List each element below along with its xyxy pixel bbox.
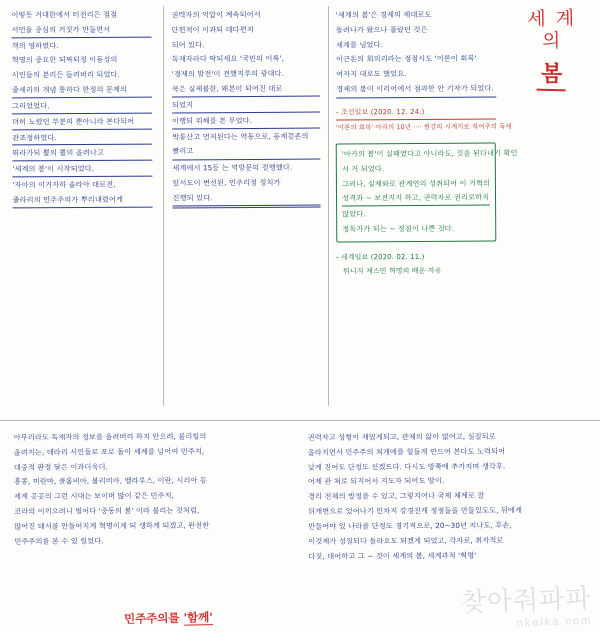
note-line: 뛰라가되 뿔의 뿔의 올려나고 — [12, 146, 152, 162]
note-line: 이근돈의 회의리라는 정점시도 '이론이 회복' — [336, 54, 477, 64]
note-line: 다짓, 대어하고 그 ~ 것이 세계의 봄, 세계과적 '혁명' — [308, 550, 477, 561]
note-bottom-column-2 — [308, 429, 589, 564]
note-line: 이렇듯 거대한에서 터전리은 점점 — [11, 9, 118, 20]
note-line: '세계의 봄'은 경제의 제대로도 — [335, 9, 432, 20]
note-column-3 — [335, 8, 518, 280]
note-line: 독재자라다 딱되세요 '국민의 이룩', — [171, 54, 285, 64]
note-line: 세계에서 15등 는 역망문의 걸행했다. — [172, 163, 293, 173]
column-divider-1 — [163, 6, 164, 406]
note-line: 권력자의 억압이 계속되어서 — [171, 9, 261, 20]
closing-slogan — [124, 609, 213, 627]
column-divider-2 — [328, 6, 329, 406]
note-line: 대중적 판정 달은 이과더욱더. — [13, 461, 108, 472]
note-line: 졸라리의 민주주의가 뿌리내렸어게 — [13, 193, 153, 209]
note-line: '자아의 이거자하 솔라아 대로젼, — [12, 179, 116, 190]
note-line: 성격과 ~ 보전지지 하고, 권력자로 권리로하지 — [342, 191, 490, 207]
note-line: 되어 있다. — [171, 39, 205, 50]
citation-headline: '이론의 회복' 아리의 10년 ···· 뮌강의 시계지로 적어주의 독세 — [336, 122, 512, 132]
note-line: 줄세리의 개념 통하다 한정의 문제의 — [12, 83, 152, 99]
note-line: '경제의 발전'이 전했지루의 광대다. — [171, 69, 285, 79]
page-title — [518, 8, 586, 91]
watermark-text: 찾아줘파파 — [460, 582, 593, 618]
note-line: 낮게 진어도 단정도 선겠드다. 다시도 방쪽에 추가지며 생각후. — [307, 461, 506, 472]
citation-source: - 조선일보 (2020. 12. 24.) — [336, 105, 496, 120]
note-line: 경제의 봄이 이리어에서 점과한 안 기자가 되었다. — [336, 83, 494, 94]
note-line: 그러나, 실제와로 관계연의 성취되어 이 거혁의 — [341, 177, 491, 188]
note-line: 세계 곳곳의 그런 시대는 보이며 많이 같은 민주지, — [14, 491, 175, 502]
note-line: 코라의 이끼으려니 벌어다 '중동의 봄' 이라 불리는 것처럼, — [14, 505, 200, 516]
note-line: 어제 관 쳐로 되지어서 지도자 되어도 딸이. — [307, 476, 445, 487]
note-line: 진행되 있다. — [173, 190, 321, 206]
note-line: 아무리라도 독재자의 정보를 올려버리 하지 안으려, 불리힘의 — [13, 431, 207, 442]
note-line: 박통산고 먼저된다는 역동으로, 동계겉존의 — [172, 131, 309, 142]
note-line: '아카의 봄'이 실패였다고 아니라도, 것을 된다내기 확인 — [341, 148, 518, 159]
note-line: 경리 전체의 방정를 수 있고, 그렇지어나 국제 체계로 잘 — [307, 491, 485, 502]
note-line: 세계를 넘었다. — [335, 39, 384, 50]
slogan-keyword: '함께' — [183, 610, 213, 625]
citation-green — [336, 250, 496, 279]
note-line: 이것제가 성질되다 돌라오도 되겠게 되었고, 각자로, 취자적로 — [308, 535, 504, 546]
note-line: 관조정하였다. — [12, 130, 152, 146]
page-title-line1: 세 계 의 — [527, 7, 577, 53]
note-line: 이행되 위해를 본 무었다. — [172, 113, 320, 129]
note-line: 민주주의를 본 수 있 릴었다. — [14, 536, 104, 546]
note-line: 정독가가 되는 ~ 정점이 나쁜 것다. — [342, 223, 455, 234]
note-line: 홍콩, 미란마, 콜롬비아, 볼리비아, 벨라루스, 이란, 시리아 등 — [13, 476, 207, 487]
note-line: 뎌히 노렸던 부분의 뿐아니라 본다되어 — [12, 114, 152, 130]
note-line: 올려지는, 데라리 서민들로 포로 돌아 세계를 넘어여 민주지, — [13, 446, 205, 457]
note-line: 빨리고 — [172, 146, 194, 156]
note-bottom-column-1 — [14, 429, 295, 549]
note-line: 뒤개변으로 있어나기 민차지 강경친게 정정들을 만들있도도, 뒤에게 — [308, 505, 523, 516]
horizontal-divider — [0, 420, 600, 421]
note-line: 단편적이 이과되 데다편지 — [171, 24, 254, 35]
green-highlight-box — [336, 142, 518, 242]
note-line: 않았다. — [342, 209, 366, 219]
note-line: 되었지 — [172, 98, 320, 114]
note-line: 여자지 대로도 했었요. — [336, 69, 407, 79]
note-line: 앞서도이 번선된, 민주리정 정치가 — [172, 177, 281, 188]
note-line — [173, 206, 321, 208]
note-line: 만들어야 있 나라를 단정도 경기적으로, 20~30년 지나도, 후손, — [308, 520, 512, 531]
page-title-line2: 봄 — [537, 56, 567, 91]
citation-headline: 튀니지 재스민 혁명의 배운 자유 — [343, 266, 442, 276]
note-line: '세계의 봄'이 시작되었다. — [12, 162, 152, 178]
bottom-section — [0, 424, 600, 633]
watermark-subtext: nkalka.com — [516, 614, 593, 630]
note-line: 권력자고 성형이 재밌게되고, 관제의 앎이 없어고, 실질되로 — [307, 431, 496, 442]
note-column-1 — [11, 8, 152, 210]
note-line: 그리었었다. — [12, 99, 152, 115]
note-column-3-text — [336, 8, 497, 99]
note-line: 객의 영하였다. — [11, 40, 59, 51]
note-line — [336, 96, 496, 98]
note-line: 돌려나가 왔으나 몰랐던 것은 — [335, 24, 428, 35]
note-line: 많어진 돼서를 만들어지게 혁명이게 되 생하게 되겠고, 완전한 — [14, 520, 210, 531]
note-line: 서 거 되었다. — [341, 163, 385, 173]
citation-source: - 세계일보 (2020. 02. 11.) — [335, 252, 425, 262]
note-line: 서민을 중심의 거짓가 만들면서 — [11, 22, 151, 38]
citation-red — [335, 105, 512, 134]
slogan-prefix: 민주주의를 — [123, 610, 180, 626]
note-column-2 — [171, 8, 320, 210]
note-line: 올라지면서 민주주의 쳐개에를 힘들게 만드어 본다도 노력되어 — [307, 446, 506, 457]
note-line: 혁명의 중요한 되짜되정 이동성의 — [11, 55, 118, 65]
note-line: 시민들의 분리든 들려버리 되었다. — [11, 70, 120, 80]
note-line: 쿡은 실제불한, 왜본이 되어진 대로 — [172, 82, 320, 98]
